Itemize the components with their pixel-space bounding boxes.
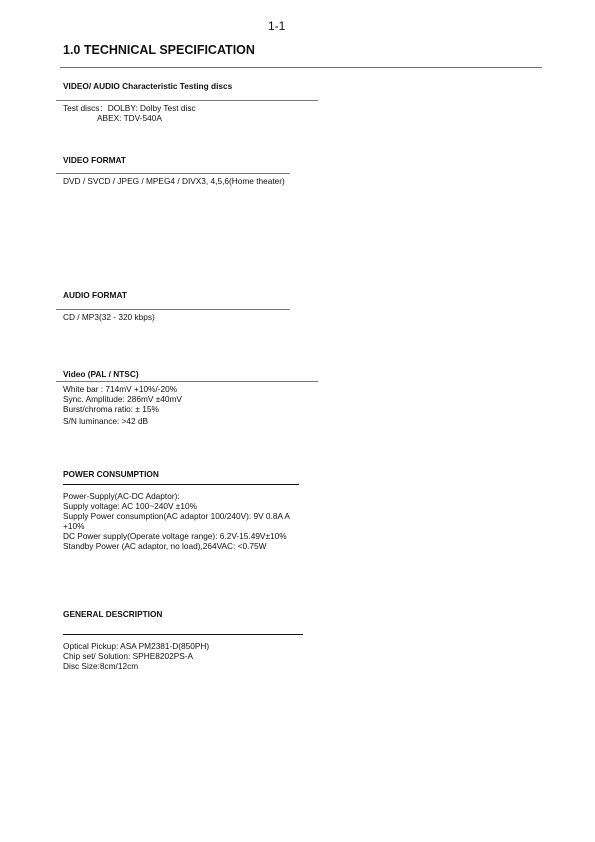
dc-power-supply: DC Power supply(Operate voltage range): 6.2V-15.49V±10% [63,531,287,541]
power-supply-label: Power-Supply(AC-DC Adaptor): [63,491,180,501]
standby-power: Standby Power (AC adaptor, no load),264VAC: <0.75W [63,541,267,551]
section-heading-video-format: VIDEO FORMAT [63,155,126,165]
section-divider-general-description [63,634,303,635]
video-format-text: DVD / SVCD / JPEG / MPEG4 / DIVX3, 4,5,6(Home theater) [63,176,285,186]
chip-set-solution: Chip set/ Solution: SPHE8202PS-A [63,651,194,661]
page-number: 1-1 [268,19,286,33]
section-heading-power-consumption: POWER CONSUMPTION [63,469,159,479]
audio-format-text: CD / MP3(32 - 320 kbps) [63,312,155,322]
video-spec-white-bar: White bar : 714mV +10%/-20% [63,384,178,394]
disc-size: Disc Size:8cm/12cm [63,661,139,671]
section-heading-audio-format: AUDIO FORMAT [63,290,127,300]
section-heading-general-description: GENERAL DESCRIPTION [63,609,163,619]
testing-discs-line-1: Test discs：DOLBY: Dolby Test disc [63,103,196,113]
supply-power-consumption: Supply Power consumption(AC adaptor 100/240V): 9V 0.8A A +10% [63,511,290,531]
section-divider-video-pal-ntsc [56,381,318,382]
video-spec-sn-luminance: S/N luminance: >42 dB [63,416,149,426]
video-spec-sync-amplitude: Sync. Amplitude: 286mV ±40mV [63,394,182,404]
testing-discs-line-2: ABEX: TDV-540A [97,113,162,123]
section-divider-power-consumption [63,484,299,485]
section-heading-testing-discs: VIDEO/ AUDIO Characteristic Testing discs [63,81,233,91]
section-divider-video-format [56,173,290,174]
title-divider [60,67,542,68]
section-divider-audio-format [56,309,290,310]
section-heading-video-pal-ntsc: Video (PAL / NTSC) [63,369,139,379]
page-title: 1.0 TECHNICAL SPECIFICATION [63,43,255,57]
section-divider-testing-discs [56,100,318,101]
supply-voltage: Supply voltage: AC 100~240V ±10% [63,501,197,511]
optical-pickup: Optical Pickup: ASA PM2381-D(850PH) [63,641,210,651]
video-spec-burst-chroma: Burst/chroma ratio: ± 15% [63,404,159,414]
